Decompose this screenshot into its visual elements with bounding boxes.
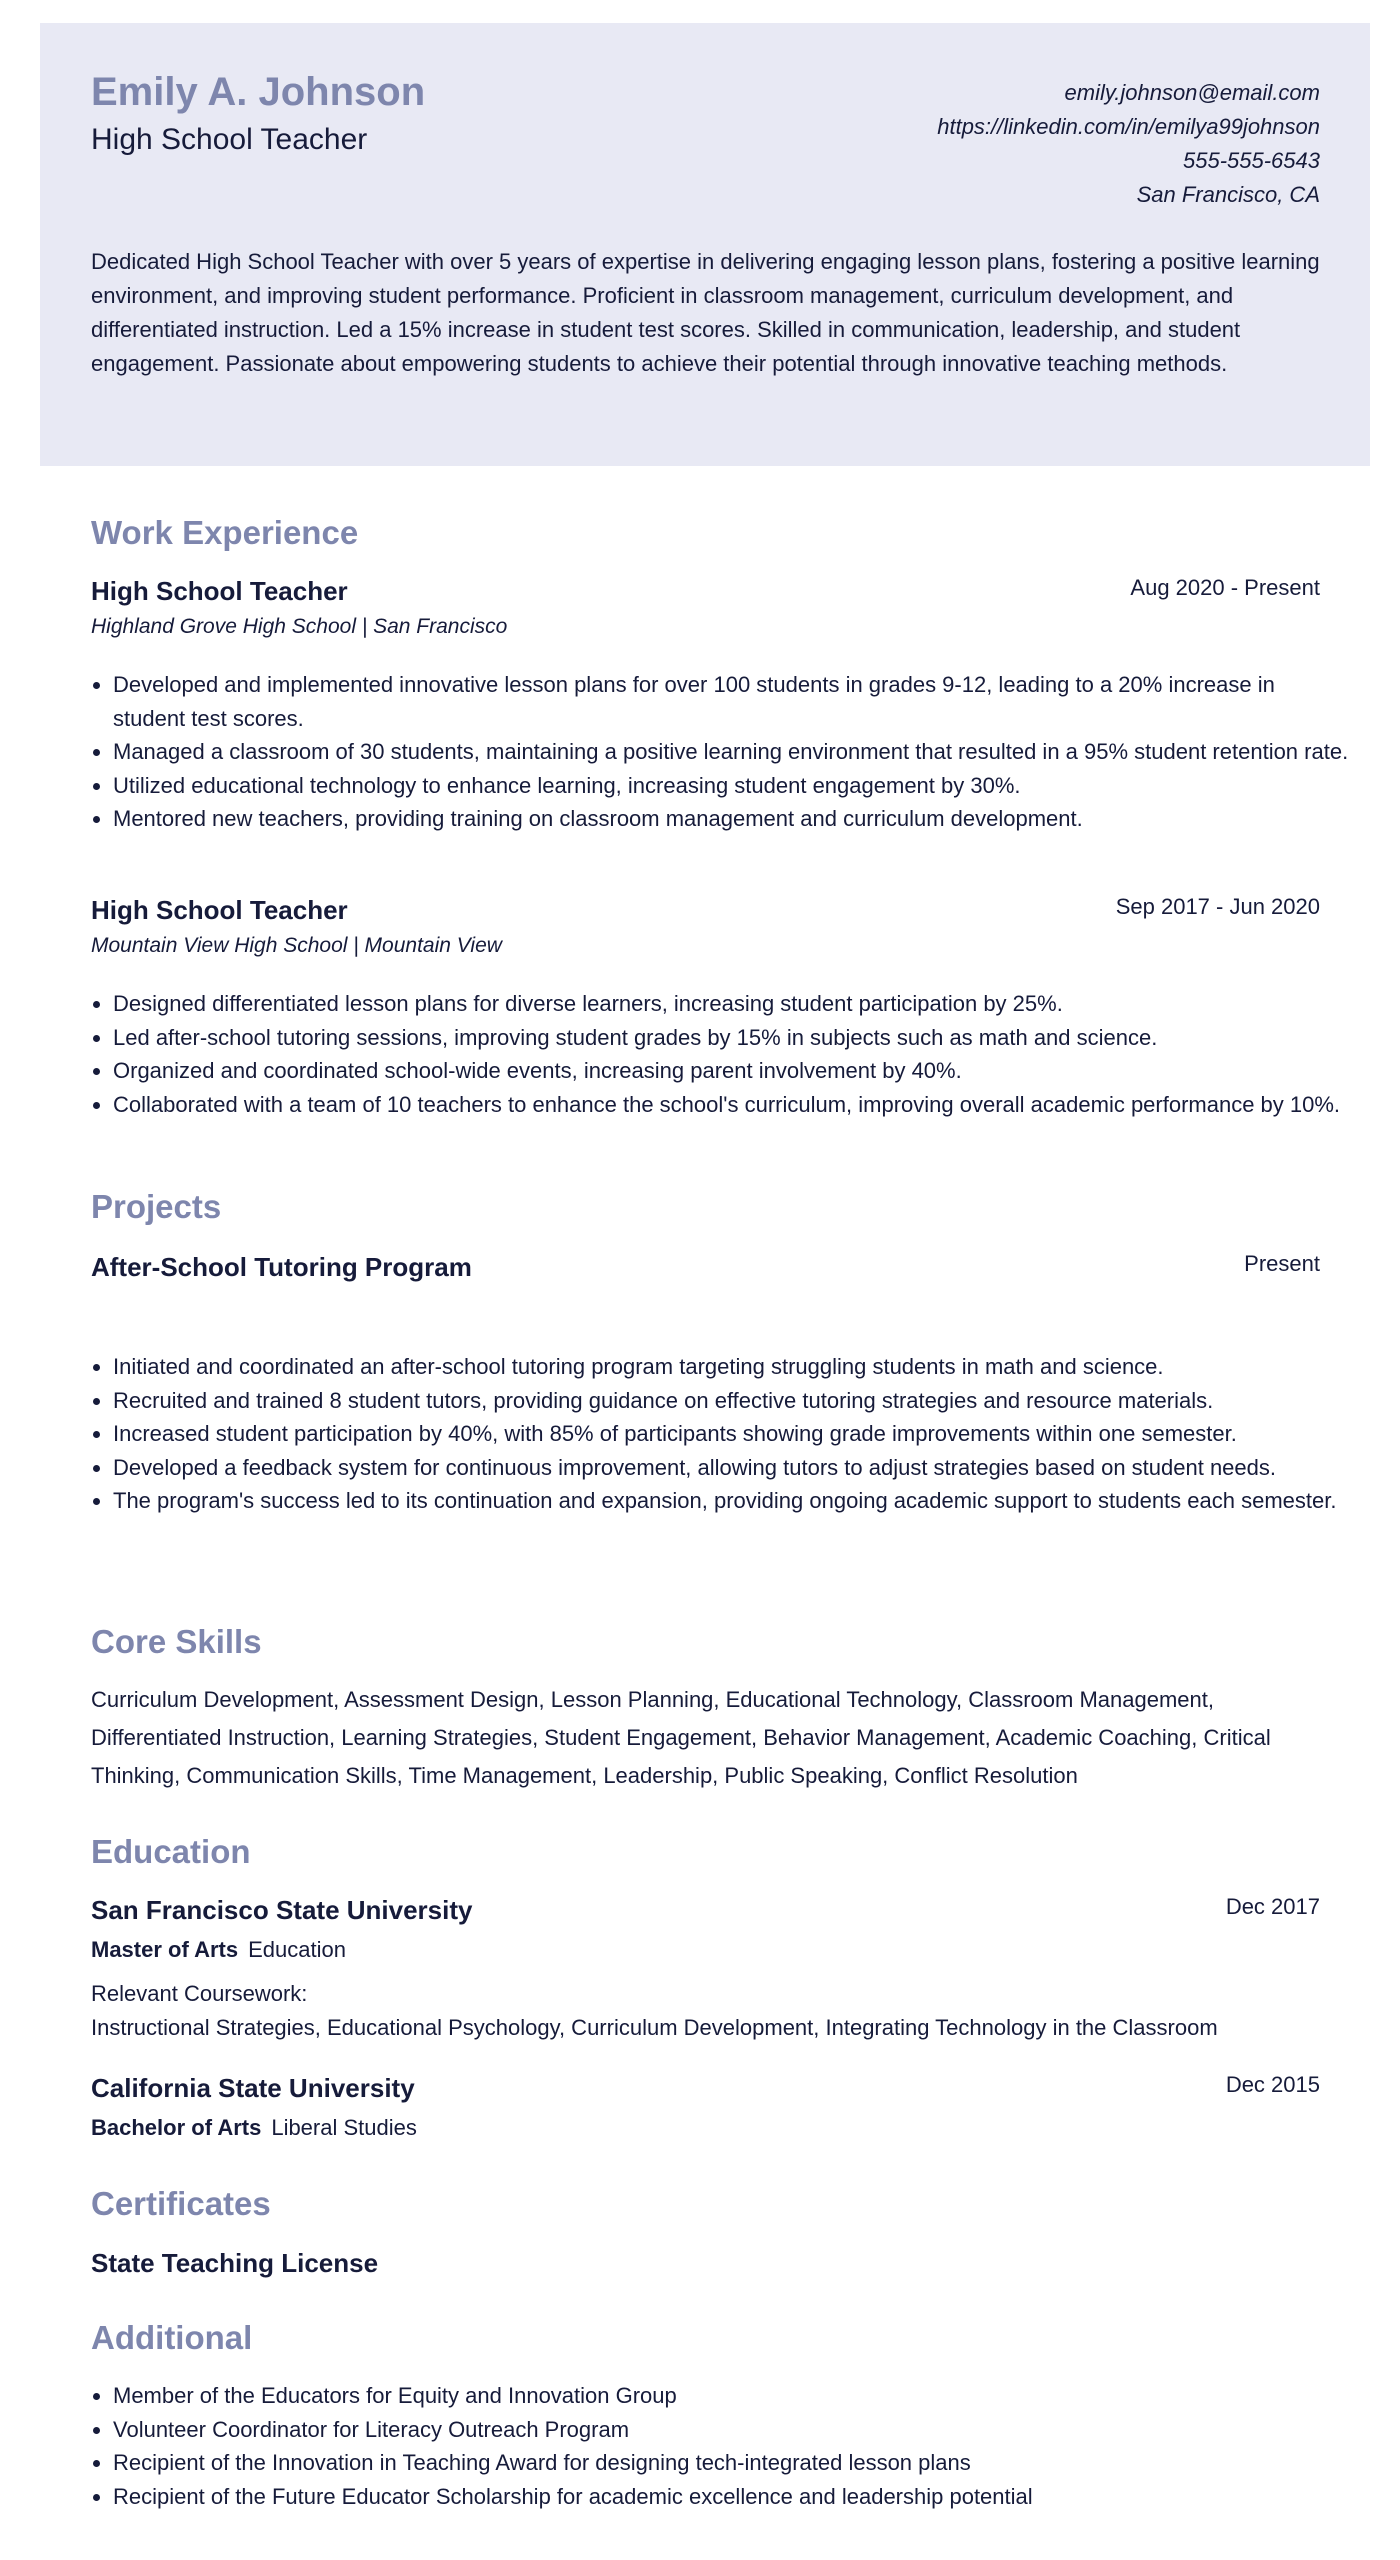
list-item: • Recipient of the Future Educator Scholarship for academic excellence and leadership potential [113, 2480, 1353, 2514]
job-employer: Highland Grove High School | San Francisco [91, 615, 508, 638]
list-item: • The program's success led to its continuation and expansion, providing ongoing academic support to students each semester. [113, 1484, 1353, 1518]
job-dates: Aug 2020 - Present [1130, 575, 1320, 600]
list-item: • Developed a feedback system for continuous improvement, allowing tutors to adjust strategies based on student needs. [113, 1451, 1353, 1485]
job-title: High School Teacher [91, 576, 348, 606]
list-item: • Led after-school tutoring sessions, improving student grades by 15% in subjects such as math and science. [113, 1021, 1353, 1055]
job-bullets [91, 987, 1353, 1121]
contact-block [937, 76, 1320, 212]
contact-location: San Francisco, CA [1136, 182, 1320, 207]
candidate-role: High School Teacher [91, 123, 368, 156]
list-item: • Initiated and coordinated an after-school tutoring program targeting struggling students in math and science. [113, 1350, 1353, 1384]
section-title-education: Education [91, 1833, 251, 1870]
contact-linkedin[interactable]: https://linkedin.com/in/emilya99johnson [937, 114, 1320, 139]
coursework-label: Relevant Coursework: [91, 1981, 308, 2006]
degree-line [91, 1935, 346, 1965]
degree-field: Education [248, 1937, 346, 1962]
school-date: Dec 2017 [1225, 1894, 1320, 1919]
list-item: • Developed and implemented innovative lesson plans for over 100 students in grades 9-12, leading to a 20% increase in student test scores. [113, 668, 1353, 735]
job-dates: Sep 2017 - Jun 2020 [1115, 894, 1320, 919]
list-item: • Increased student participation by 40%, with 85% of participants showing grade improvements within one semester. [113, 1417, 1353, 1451]
list-item: • Recipient of the Innovation in Teaching Award for designing tech-integrated lesson plans [113, 2446, 1353, 2480]
list-item: • Member of the Educators for Equity and Innovation Group [113, 2379, 1353, 2413]
school-name: California State University [91, 2073, 415, 2103]
contact-phone: 555-555-6543 [1182, 148, 1320, 173]
list-item: • Managed a classroom of 30 students, maintaining a positive learning environment that resulted in a 95% student retention rate. [113, 735, 1353, 769]
professional-summary: Dedicated High School Teacher with over 5 years of expertise in delivering engaging lesson plans, fostering a positive learning environment, and improving student performance. Proficient in classroom management, curriculum development, and differentiated instruction. Led a 15% increase in student test scores. Skilled in communication, leadership, and student engagement. Passionate about empowering students to achieve their potential through innovative teaching methods. [91, 249, 1320, 376]
contact-email[interactable]: emily.johnson@email.com [1064, 80, 1320, 105]
degree-name: Master of Arts [91, 1937, 239, 1962]
job-bullets [91, 668, 1353, 836]
section-title-work-experience: Work Experience [91, 514, 359, 551]
list-item: • Volunteer Coordinator for Literacy Outreach Program [113, 2413, 1353, 2447]
school-name: San Francisco State University [91, 1895, 473, 1925]
section-title-certificates: Certificates [91, 2185, 271, 2222]
school-date: Dec 2015 [1225, 2072, 1320, 2097]
degree-field: Liberal Studies [271, 2115, 417, 2140]
list-item: • Mentored new teachers, providing training on classroom management and curriculum development. [113, 802, 1353, 836]
list-item: • Designed differentiated lesson plans for diverse learners, increasing student participation by 25%. [113, 987, 1353, 1021]
list-item: • Collaborated with a team of 10 teachers to enhance the school's curriculum, improving overall academic performance by 10%. [113, 1088, 1353, 1122]
list-item: • Recruited and trained 8 student tutors, providing guidance on effective tutoring strategies and resource materials. [113, 1384, 1353, 1418]
certificate-name: State Teaching License [91, 2248, 379, 2278]
degree-line [91, 2113, 417, 2143]
candidate-name: Emily A. Johnson [91, 70, 426, 114]
job-employer: Mountain View High School | Mountain View [91, 934, 502, 957]
section-title-projects: Projects [91, 1188, 222, 1225]
list-item: • Utilized educational technology to enhance learning, increasing student engagement by 30%. [113, 769, 1353, 803]
section-title-core-skills: Core Skills [91, 1623, 262, 1660]
additional-bullets [91, 2379, 1353, 2513]
coursework-list: Instructional Strategies, Educational Psychology, Curriculum Development, Integrating Technology in the Classroom [91, 2015, 1218, 2040]
degree-name: Bachelor of Arts [91, 2115, 262, 2140]
section-title-additional: Additional [91, 2319, 253, 2356]
project-dates: Present [1244, 1251, 1320, 1276]
skills-list: Curriculum Development, Assessment Design, Lesson Planning, Educational Technology, Classroom Management, Differentiated Instruction, Learning Strategies, Student Engagement, Behavior Management, Academic Coaching, Critical Thinking, Communication Skills, Time Management, Leadership, Public Speaking, Conflict Resolution [91, 1687, 1271, 1788]
project-name: After-School Tutoring Program [91, 1252, 472, 1282]
list-item: • Organized and coordinated school-wide events, increasing parent involvement by 40%. [113, 1054, 1353, 1088]
project-bullets [91, 1350, 1353, 1518]
job-title: High School Teacher [91, 895, 348, 925]
